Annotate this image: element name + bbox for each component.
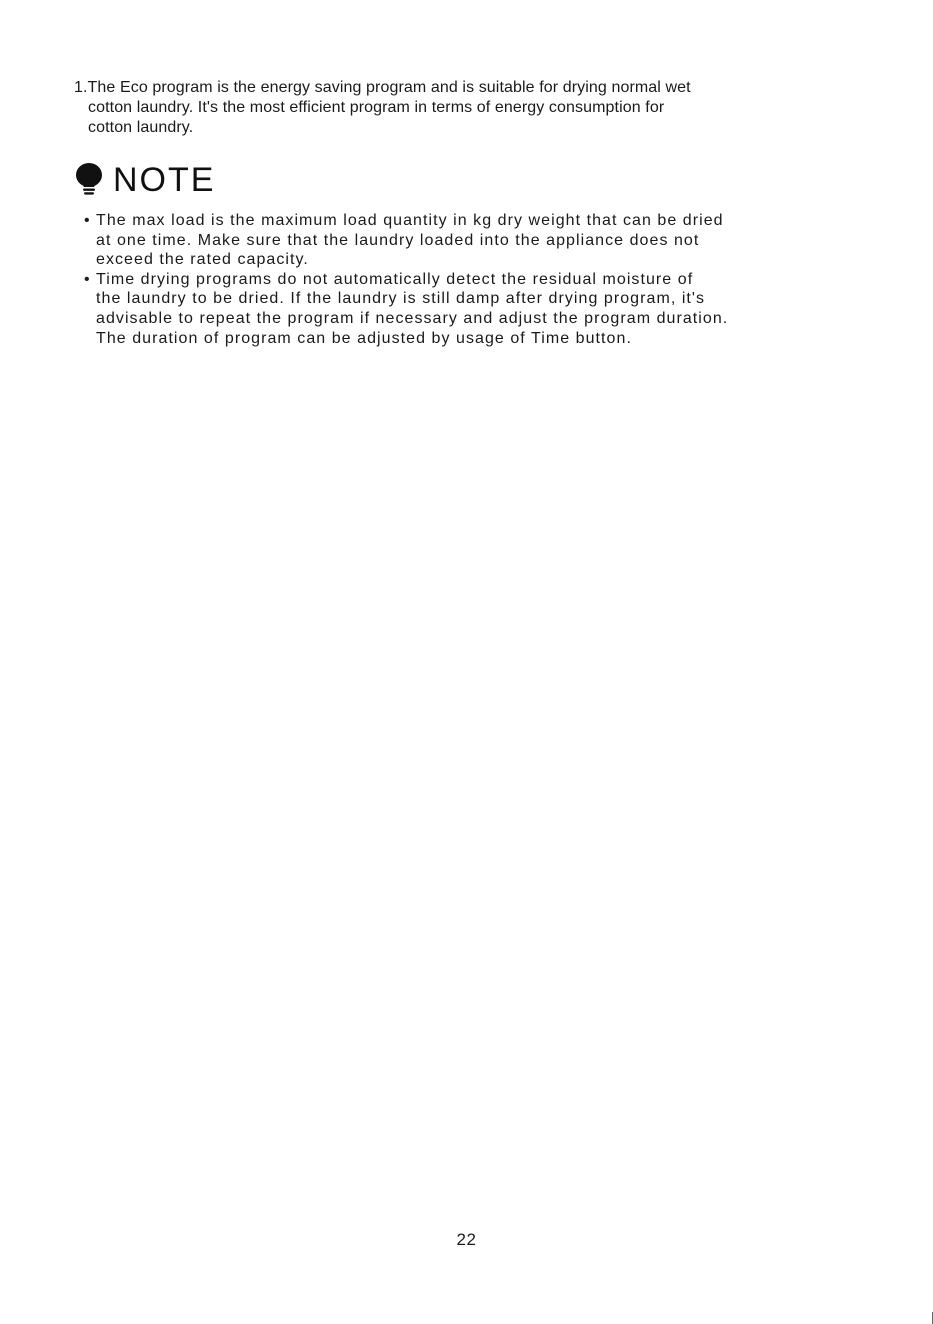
note-line: exceed the rated capacity. (96, 251, 309, 269)
note-line: The duration of program can be adjusted by usage of Time button. (96, 329, 632, 347)
paragraph-line: 1.The Eco program is the energy saving program and is suitable for drying normal wet (74, 79, 691, 96)
paragraph-line: cotton laundry. It's the most efficient program in terms of energy consumption for (88, 99, 665, 116)
note-list (84, 211, 864, 348)
eco-program-paragraph (74, 78, 854, 138)
page-number: 22 (456, 1230, 477, 1249)
note-line: the laundry to be dried. If the laundry is still damp after drying program, it's (96, 290, 706, 308)
note-title: NOTE (113, 161, 216, 199)
note-line: at one time. Make sure that the laundry loaded into the appliance does not (96, 231, 700, 249)
bullet: • (84, 212, 91, 229)
note-line: The max load is the maximum load quantity in kg dry weight that can be dried (96, 212, 724, 229)
note-heading (74, 160, 215, 200)
note-line: advisable to repeat the program if necessary and adjust the program duration. (96, 309, 729, 327)
list-item (84, 211, 864, 270)
note-line: Time drying programs do not automatically detect the residual moisture of (96, 270, 694, 288)
bullet: • (84, 270, 91, 288)
paragraph-line: cotton laundry. (88, 119, 194, 136)
list-item (84, 270, 864, 348)
lightbulb-icon (74, 163, 104, 197)
